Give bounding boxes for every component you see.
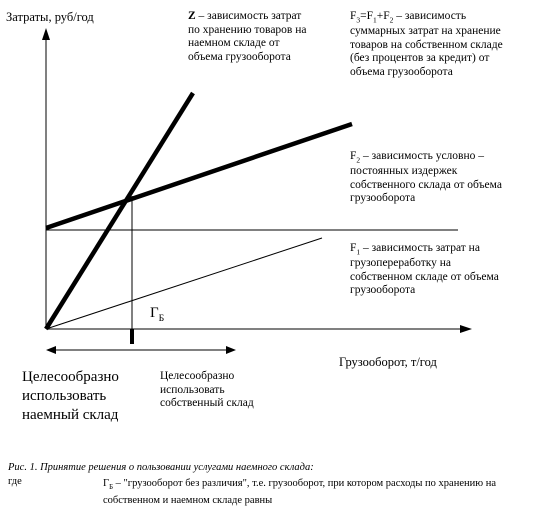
- x-axis-arrow-icon: [460, 325, 472, 333]
- f1-sub: 1: [356, 247, 361, 257]
- f1-text: – зависимость затрат на грузопереработку на собственном складе от объема грузооборота: [350, 242, 499, 297]
- f2-text: – зависимость условно – постоянных издержек собственного склада от объема грузооборота: [350, 150, 502, 205]
- left-arrowhead-icon: [46, 346, 56, 354]
- f1-line: [46, 238, 322, 329]
- f3-annotation: [350, 10, 530, 79]
- x-axis-label: Грузооборот, т/год: [339, 355, 437, 369]
- caption-symbol: Г: [103, 478, 110, 489]
- f1-annotation: [350, 242, 535, 298]
- f3-plus: +F: [376, 10, 390, 22]
- breakpoint-symbol: Г: [150, 305, 159, 321]
- f2-symbol: F: [350, 150, 357, 162]
- y-axis-label: Затраты, руб/год: [6, 10, 94, 24]
- z-symbol: Z: [188, 10, 196, 22]
- f3-eq: =F: [360, 10, 374, 22]
- f3-sub: 3: [356, 15, 361, 25]
- f3-f2-sub: 2: [389, 15, 394, 25]
- f1-symbol: F: [350, 242, 357, 254]
- f3-text: – зависимость суммарных затрат на хранение товаров на собственном складе (без процентов за кредит) от объема грузооборота: [350, 10, 503, 78]
- caption-sub: Б: [109, 484, 113, 492]
- breakpoint-sub: Б: [158, 313, 165, 324]
- f3-f1-sub: 1: [373, 15, 377, 25]
- right-arrowhead-icon: [226, 346, 236, 354]
- left-region-text: Целесообразно использовать наемный склад: [22, 369, 119, 423]
- caption-where: где: [8, 476, 22, 487]
- f2-annotation: [350, 150, 535, 206]
- y-axis-arrow-icon: [42, 28, 50, 40]
- f3-symbol: F: [350, 10, 357, 22]
- z-text: – зависимость затрат по хранению товаров на наемном складе от объема грузооборота: [188, 10, 307, 63]
- caption-note: [103, 476, 523, 508]
- z-annotation: [188, 10, 338, 64]
- gb-marker: [130, 329, 134, 344]
- breakpoint-label: [150, 305, 164, 325]
- caption-text: – "грузооборот без различия", т.е. грузооборот, при котором расходы по хранению на собственном и наемном складе равны: [103, 478, 496, 506]
- f3-line: [46, 124, 352, 228]
- z-line: [46, 93, 193, 329]
- right-region-text: Целесообразно использовать собственный склад: [160, 370, 254, 410]
- f2-sub: 2: [356, 155, 361, 165]
- y-axis: [42, 28, 50, 329]
- region-arrow: [46, 346, 236, 354]
- x-axis: [46, 325, 472, 333]
- figure-caption: Рис. 1. Принятие решения о пользовании услугами наемного склада:: [8, 462, 314, 473]
